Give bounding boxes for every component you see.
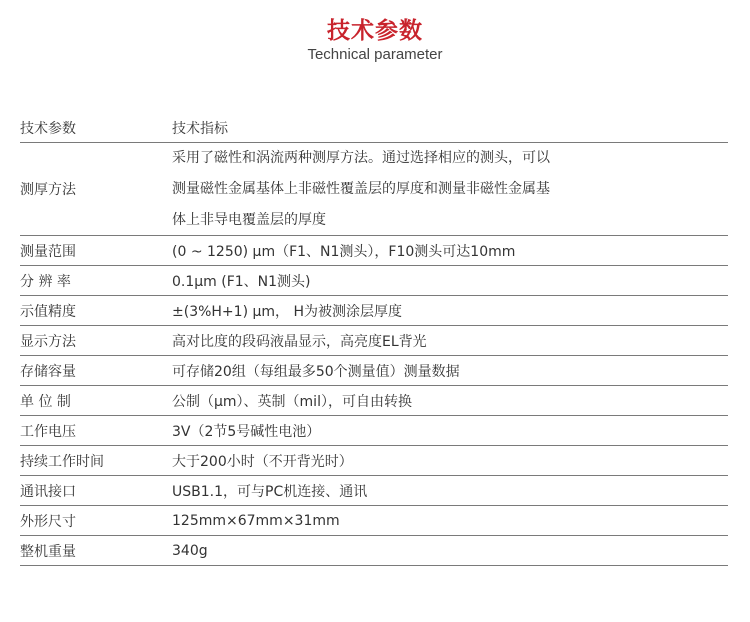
row-label: 单 位 制 [20,386,150,416]
table-row [20,143,728,236]
row-value-line: 测量磁性金属基体上非磁性覆盖层的厚度和测量非磁性金属基 [172,180,550,197]
row-label: 测厚方法 [20,143,150,236]
row-label: 显示方法 [20,326,150,356]
header-label: 技术参数 [20,113,150,143]
row-label: 存储容量 [20,356,150,386]
row-label: 持续工作时间 [20,446,150,476]
header-value: 技术指标 [172,120,228,137]
table-row [20,506,728,536]
table-row [20,326,728,356]
row-value-line: 体上非导电覆盖层的厚度 [172,211,326,228]
row-value: 公制（μm）、英制（mil），可自由转换 [172,393,412,410]
row-label: 测量范围 [20,236,150,266]
table-row [20,446,728,476]
page-subtitle: Technical parameter [307,46,443,63]
row-value: USB1.1，可与PC机连接、通讯 [172,483,368,500]
row-value: 0.1μm (F1、N1测头) [172,273,311,290]
row-label: 外形尺寸 [20,506,150,536]
table-row [20,536,728,566]
page-title: 技术参数 [327,18,423,44]
row-value: 高对比度的段码液晶显示，高亮度EL背光 [172,333,427,350]
table-row [20,296,728,326]
row-value: 可存储20组（每组最多50个测量值）测量数据 [172,363,460,380]
row-label: 示值精度 [20,296,150,326]
table-row [20,386,728,416]
row-value: (0 ~ 1250) μm（F1、N1测头），F10测头可达10mm [172,243,516,260]
row-label: 整机重量 [20,536,150,566]
row-value: 大于200小时（不开背光时） [172,453,353,470]
spec-table [20,113,728,566]
table-row [20,356,728,386]
row-label: 通讯接口 [20,476,150,506]
row-value-line: 采用了磁性和涡流两种测厚方法。通过选择相应的测头，可以 [172,149,550,166]
table-row [20,266,728,296]
table-row [20,236,728,266]
row-value: ±(3%H+1) μm， H为被测涂层厚度 [172,303,403,320]
row-value: 340g [172,542,208,559]
table-row [20,416,728,446]
row-value: 3V（2节5号碱性电池） [172,423,321,440]
table-row [20,476,728,506]
row-label: 分 辨 率 [20,266,150,296]
row-label: 工作电压 [20,416,150,446]
row-value: 125mm×67mm×31mm [172,512,340,529]
row-value [172,143,728,236]
table-header-row [20,113,728,143]
